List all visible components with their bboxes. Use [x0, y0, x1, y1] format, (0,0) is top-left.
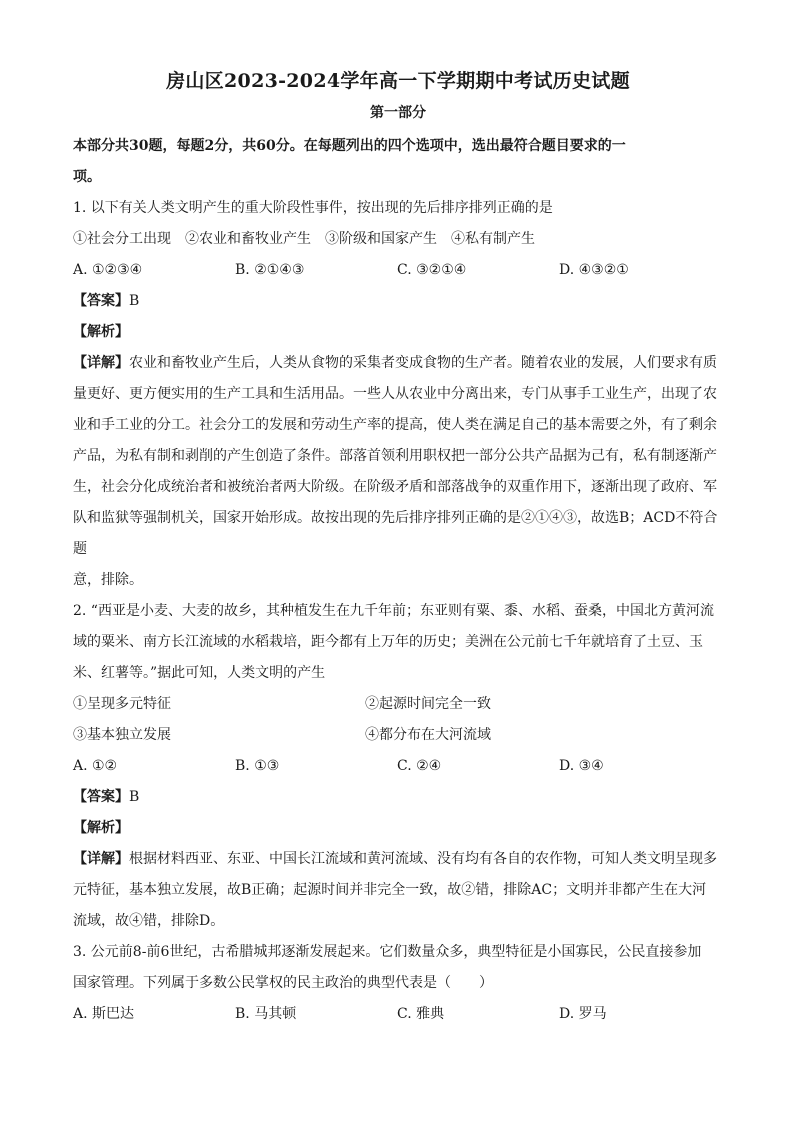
question-1-analysis-tag: 【解析】 [73, 324, 129, 340]
section-heading: 第一部分 [370, 105, 426, 121]
detail-text: 农业和畜牧业产生后，人类从食物的采集者变成食物的生产者。随着农业的发展，人们要求有质 [129, 355, 717, 371]
option-a: A. ①② [73, 758, 118, 774]
option-b: B. 马其顿 [235, 1006, 297, 1022]
answer-tag: 【答案】 [73, 293, 129, 309]
question-1-answer [73, 286, 723, 317]
detail-tag: 【详解】 [73, 355, 129, 371]
question-1-detail-line: 产品，为私有制和剥削的产生创造了条件。部落首领利用职权把一部分公共产品据为己有，私有制逐渐产 [73, 448, 717, 464]
option-d: D. 罗马 [559, 1006, 607, 1022]
question-3-stem: 3. 公元前8-前6世纪，古希腊城邦逐渐发展起来。它们数量众多，典型特征是小国寡民，公民直接参加 [73, 944, 702, 960]
question-2-detail-line: 流域，故④错，排除D。 [73, 913, 225, 929]
question-1-detail-line: 队和监狱等强制机关，国家开始形成。故按出现的先后排序排列正确的是②①④③，故选B；ACD不符合题 [73, 510, 718, 557]
option-b: B. ②①④③ [235, 262, 305, 278]
exam-page [73, 66, 723, 1030]
question-2-detail-line [73, 844, 723, 875]
question-2-analysis-tag: 【解析】 [73, 820, 129, 836]
question-1-stem: 1. 以下有关人类文明产生的重大阶段性事件，按出现的先后排序排列正确的是 [73, 200, 553, 216]
option-c: C. ③②①④ [397, 262, 467, 278]
option-b: B. ①③ [235, 758, 280, 774]
option-c: C. ②④ [397, 758, 442, 774]
answer-value: B [129, 293, 140, 309]
statement-item: ③基本独立发展 [73, 727, 171, 743]
instructions-line-1: 本部分共30题，每题2分，共60分。在每题列出的四个选项中，选出最符合题目要求的一 [73, 138, 626, 154]
answer-value: B [129, 789, 140, 805]
question-2-stem: 米、红薯等。”据此可知，人类文明的产生 [73, 665, 326, 681]
option-d: D. ③④ [559, 758, 604, 774]
page-title: 房山区2023-2024学年高一下学期期中考试历史试题 [166, 70, 630, 92]
question-1-options [73, 255, 723, 286]
instructions-line-2: 项。 [73, 169, 101, 185]
question-1-detail-line: 生，社会分化成统治者和被统治者两大阶级。在阶级矛盾和部落战争的双重作用下，逐渐出现了政府、军 [73, 479, 717, 495]
question-2-options [73, 751, 723, 782]
question-1-detail-line: 量更好、更方便实用的生产工具和生活用品。一些人从农业中分离出来，专门从事手工业生产，出现了农 [73, 386, 717, 402]
question-2-answer [73, 782, 723, 813]
question-2-stem: 域的粟米、南方长江流域的水稻栽培，距今都有上万年的历史；美洲在公元前七千年就培育了土豆、玉 [73, 634, 703, 650]
question-2-items-row [73, 689, 723, 720]
question-1-detail-line: 意，排除。 [73, 572, 143, 588]
question-3-options [73, 999, 723, 1030]
question-3-stem: 国家管理。下列属于多数公民掌权的民主政治的典型代表是（ ） [73, 975, 493, 991]
question-2-stem: 2. “西亚是小麦、大麦的故乡，其种植发生在九千年前；东亚则有粟、黍、水稻、蚕桑，中国北方黄河流 [73, 603, 714, 619]
statement-item: ②起源时间完全一致 [365, 696, 491, 712]
question-1-detail-line [73, 348, 723, 379]
option-d: D. ④③②① [559, 262, 629, 278]
answer-tag: 【答案】 [73, 789, 129, 805]
option-a: A. ①②③④ [73, 262, 143, 278]
question-1-items: ①社会分工出现 ②农业和畜牧业产生 ③阶级和国家产生 ④私有制产生 [73, 231, 535, 247]
question-2-detail-line: 元特征，基本独立发展，故B正确；起源时间并非完全一致，故②错，排除AC；文明并非都产生在大河 [73, 882, 707, 898]
option-c: C. 雅典 [397, 1006, 445, 1022]
detail-text: 根据材料西亚、东亚、中国长江流域和黄河流域、没有均有各自的农作物，可知人类文明呈现多 [129, 851, 717, 867]
question-1-detail-line: 业和手工业的分工。社会分工的发展和劳动生产率的提高，使人类在满足自己的基本需要之外，有了剩余 [73, 417, 717, 433]
option-a: A. 斯巴达 [73, 1006, 135, 1022]
statement-item: ④都分布在大河流域 [365, 727, 491, 743]
detail-tag: 【详解】 [73, 851, 129, 867]
question-2-items-row [73, 720, 723, 751]
statement-item: ①呈现多元特征 [73, 696, 171, 712]
